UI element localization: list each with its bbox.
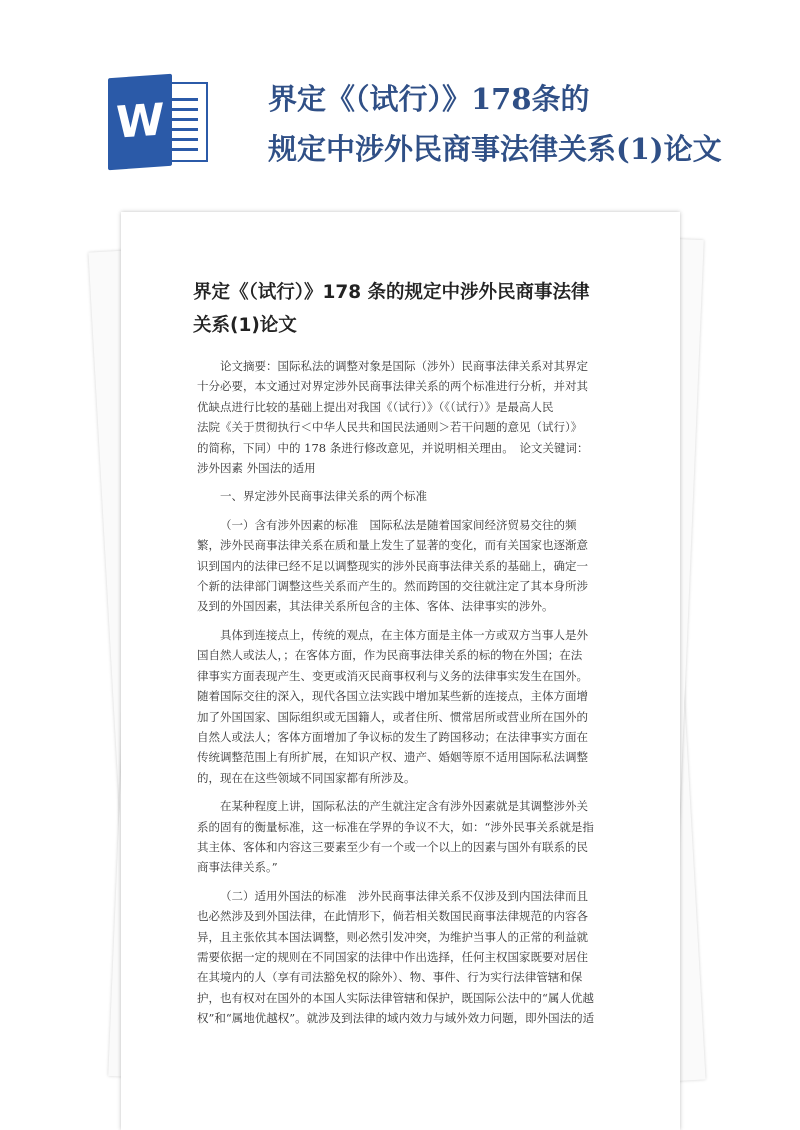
text-line: 异，且主张依其本国法调整，则必然引发冲突，为维护当事人的正常的利益就 bbox=[197, 929, 588, 944]
document-page bbox=[121, 212, 680, 1130]
body-paragraph bbox=[197, 796, 643, 878]
text-line: （一）含有涉外因素的标准 国际私法是随着国家间经济贸易交往的频 bbox=[220, 517, 577, 532]
body-paragraph bbox=[197, 886, 643, 1029]
text-line: 自然人或法人；客体方面增加了争议标的发生了跨国移动；在法律事实方面在 bbox=[197, 729, 588, 744]
document-title bbox=[193, 276, 653, 342]
text-line: 优缺点进行比较的基础上提出对我国《（试行）》（《（试行）》是最高人民 bbox=[197, 399, 554, 414]
body-paragraph bbox=[197, 625, 643, 788]
text-line: 十分必要，本文通过对界定涉外民商事法律关系的两个标准进行分析，并对其 bbox=[197, 379, 588, 394]
text-line: 律事实方面表现产生、变更或消灭民商事权利与义务的法律事实发生在国外。 bbox=[197, 668, 588, 683]
text-line: 个新的法律部门调整这些关系而产生的。然而跨国的交往就注定了其本身所涉 bbox=[197, 579, 588, 594]
word-badge: W bbox=[108, 74, 172, 170]
text-line: 的简称，下同）中的 178 条进行修改意见，并说明相关理由。 论文关键词： bbox=[197, 440, 589, 455]
text-line: 论文摘要：国际私法的调整对象是国际（涉外）民商事法律关系对其界定 bbox=[220, 359, 588, 373]
banner bbox=[0, 0, 800, 215]
banner-title bbox=[268, 74, 788, 174]
document-title-line-2: 关系(1)论文 bbox=[193, 315, 297, 336]
document-body bbox=[197, 356, 643, 1037]
text-line: 具体到连接点上，传统的观点，在主体方面是主体一方或双方当事人是外 bbox=[220, 627, 588, 642]
text-line: 护，也有权对在国外的本国人实际法律管辖和保护，既国际公法中的“属人优越 bbox=[197, 990, 594, 1005]
banner-title-line-1: 界定《（试行）》178条的 bbox=[268, 82, 590, 116]
text-line: 在其境内的人（享有司法豁免权的除外）、物、事件、行为实行法律管辖和保 bbox=[197, 970, 583, 985]
text-line: 其主体、客体和内容这三要素至少有一个或一个以上的因素与国外有联系的民 bbox=[197, 839, 588, 854]
text-line: 识到国内的法律已经不足以调整现实的涉外民商事法律关系的基础上，确定一 bbox=[197, 558, 588, 573]
document-title-line-1: 界定《（试行）》178 条的规定中涉外民商事法律 bbox=[193, 282, 590, 303]
text-line: 商事法律关系。” bbox=[197, 860, 278, 875]
text-line: 权”和“属地优越权”。就涉及到法律的域内效力与域外效力问题，即外国法的适 bbox=[197, 1011, 595, 1026]
text-line: 加了外国国家、国际组织或无国籍人，或者住所、惯常居所或营业所在国外的 bbox=[197, 709, 588, 724]
text-line: 在某种程度上讲，国际私法的产生就注定含有涉外因素就是其调整涉外关 bbox=[220, 799, 588, 814]
section-heading: 一、界定涉外民商事法律关系的两个标准 bbox=[220, 489, 427, 504]
text-line: 的，现在在这些领域不同国家都有所涉及。 bbox=[197, 770, 416, 785]
word-document-icon bbox=[108, 76, 216, 168]
text-line: 及到的外国因素，其法律关系所包含的主体、客体、法律事实的涉外。 bbox=[197, 599, 554, 614]
text-line: 随着国际交往的深入，现代各国立法实践中增加某些新的连接点，主体方面增 bbox=[197, 689, 588, 704]
text-line: （二）适用外国法的标准 涉外民商事法律关系不仅涉及到内国法律而且 bbox=[220, 888, 588, 903]
body-paragraph bbox=[197, 515, 643, 617]
banner-title-line-2: 规定中涉外民商事法律关系(1)论文 bbox=[268, 132, 722, 166]
text-line: 传统调整范围上有所扩展，在知识产权、遗产、婚姻等原不适用国际私法调整 bbox=[197, 750, 588, 765]
text-line: 涉外因素 外国法的适用 bbox=[197, 461, 316, 476]
text-line: 系的固有的衡量标准，这一标准在学界的争议不大，如：“涉外民事关系就是指 bbox=[197, 819, 594, 834]
text-line: 繁，涉外民商事法律关系在质和量上发生了显著的变化，而有关国家也逐渐意 bbox=[197, 538, 588, 553]
text-line: 也必然涉及到外国法律，在此情形下，倘若相关数国民商事法律规范的内容各 bbox=[197, 909, 588, 924]
text-line: 需要依据一定的规则在不同国家的法律中作出选择，任何主权国家既要对居住 bbox=[197, 949, 588, 964]
text-line: 法院《关于贯彻执行＜中华人民共和国民法通则＞若干问题的意见（试行）》 bbox=[197, 420, 583, 435]
text-line: 国自然人或法人，；在客体方面，作为民商事法律关系的标的物在外国；在法 bbox=[197, 648, 583, 663]
abstract-paragraph bbox=[197, 356, 643, 478]
